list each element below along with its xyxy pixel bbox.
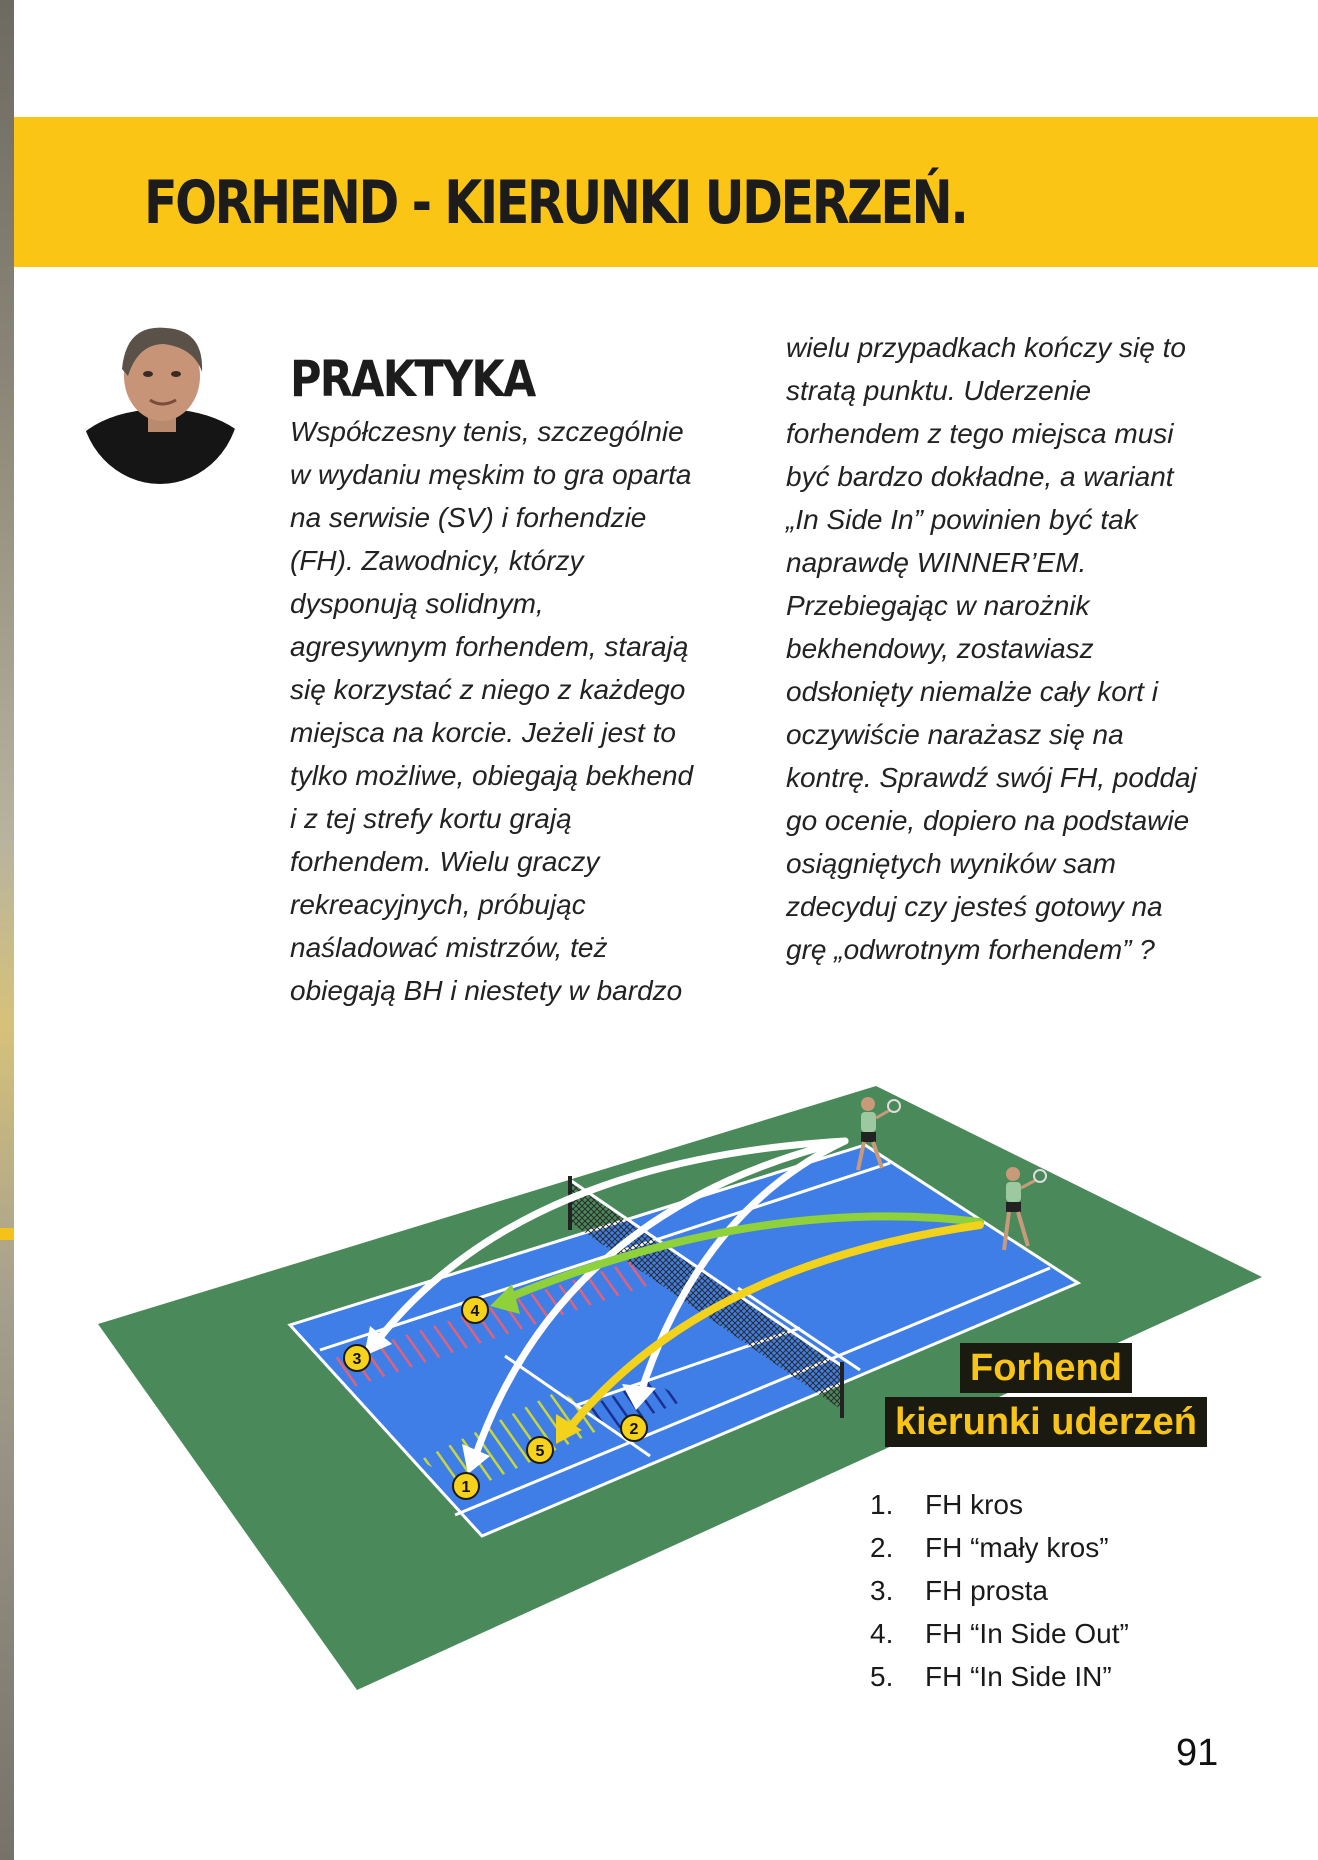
text-line: osiągniętych wyników sam xyxy=(786,848,1116,879)
text-line: stratą punktu. Uderzenie xyxy=(786,375,1092,406)
text-line: (FH). Zawodnicy, którzy xyxy=(290,545,584,576)
text-line: zdecyduj czy jesteś gotowy na xyxy=(786,891,1163,922)
text-line: miejsca na korcie. Jeżeli jest to xyxy=(290,717,676,748)
legend-item-number: 1. xyxy=(870,1489,894,1520)
marker-3 xyxy=(344,1345,370,1371)
text-line: tylko możliwe, obiegają bekhend xyxy=(290,760,694,791)
legend-item-number: 2. xyxy=(870,1532,894,1563)
text-line: kontrę. Sprawdź swój FH, poddaj xyxy=(786,762,1197,793)
text-line: Współczesny tenis, szczególnie xyxy=(290,416,684,447)
text-line: dysponują solidnym, xyxy=(290,588,544,619)
marker-5 xyxy=(527,1437,553,1463)
section-heading: PRAKTYKA xyxy=(290,350,535,408)
text-line: go ocenie, dopiero na podstawie xyxy=(786,805,1190,836)
legend-title-line: Forhend xyxy=(960,1343,1132,1393)
text-line: naśladować mistrzów, też xyxy=(290,932,608,963)
text-line: się korzystać z niego z każdego xyxy=(290,674,686,705)
marker-1 xyxy=(453,1473,479,1499)
marker-label: 1 xyxy=(461,1479,471,1496)
legend-item-number: 4. xyxy=(870,1618,894,1649)
author-avatar xyxy=(80,314,240,484)
marker-4 xyxy=(462,1297,488,1323)
legend-item-number: 3. xyxy=(870,1575,894,1606)
text-line: i z tej strefy kortu grają xyxy=(290,803,572,834)
marker-2 xyxy=(621,1415,647,1441)
diagram-legend-title xyxy=(866,1343,1226,1451)
text-line: bekhendowy, zostawiasz xyxy=(786,633,1094,664)
text-line: być bardzo dokładne, a wariant xyxy=(786,461,1174,492)
shot-direction-legend xyxy=(870,1483,1129,1698)
text-line: grę „odwrotnym forhendem” ? xyxy=(786,934,1155,965)
legend-item-text: FH “In Side Out” xyxy=(925,1618,1129,1649)
legend-item xyxy=(870,1569,1129,1612)
legend-item xyxy=(870,1612,1129,1655)
text-line: obiegają BH i niestety w bardzo xyxy=(290,975,683,1006)
legend-title-line: kierunki uderzeń xyxy=(885,1397,1207,1447)
text-line: Przebiegając w narożnik xyxy=(786,590,1090,621)
body-text-right-column xyxy=(786,326,1197,971)
legend-item-text: FH “In Side IN” xyxy=(925,1661,1112,1692)
text-line: wielu przypadkach kończy się to xyxy=(786,332,1186,363)
page-title: FORHEND - KIERUNKI UDERZEŃ. xyxy=(144,168,967,238)
text-line: w wydaniu męskim to gra oparta xyxy=(290,459,692,490)
text-line: forhendem. Wielu graczy xyxy=(290,846,600,877)
marker-label: 4 xyxy=(470,1303,480,1320)
legend-item-text: FH kros xyxy=(925,1489,1023,1520)
legend-item xyxy=(870,1655,1129,1698)
marker-label: 5 xyxy=(535,1443,545,1460)
text-line: odsłonięty niemalże cały kort i xyxy=(786,676,1158,707)
legend-item-text: FH prosta xyxy=(925,1575,1048,1606)
marker-label: 3 xyxy=(352,1351,362,1368)
text-line: „In Side In” powinien być tak xyxy=(786,504,1138,535)
marker-label: 2 xyxy=(629,1421,639,1438)
text-line: agresywnym forhendem, starają xyxy=(290,631,689,662)
legend-item xyxy=(870,1483,1129,1526)
legend-item xyxy=(870,1526,1129,1569)
page-number: 91 xyxy=(1176,1732,1219,1774)
text-line: oczywiście narażasz się na xyxy=(786,719,1124,750)
body-text-left-column xyxy=(290,410,693,1012)
text-line: na serwisie (SV) i forhendzie xyxy=(290,502,647,533)
text-line: rekreacyjnych, próbując xyxy=(290,889,586,920)
legend-item-text: FH “mały kros” xyxy=(925,1532,1109,1563)
text-line: forhendem z tego miejsca musi xyxy=(786,418,1174,449)
legend-item-number: 5. xyxy=(870,1661,894,1692)
text-line: naprawdę WINNER’EM. xyxy=(786,547,1087,578)
